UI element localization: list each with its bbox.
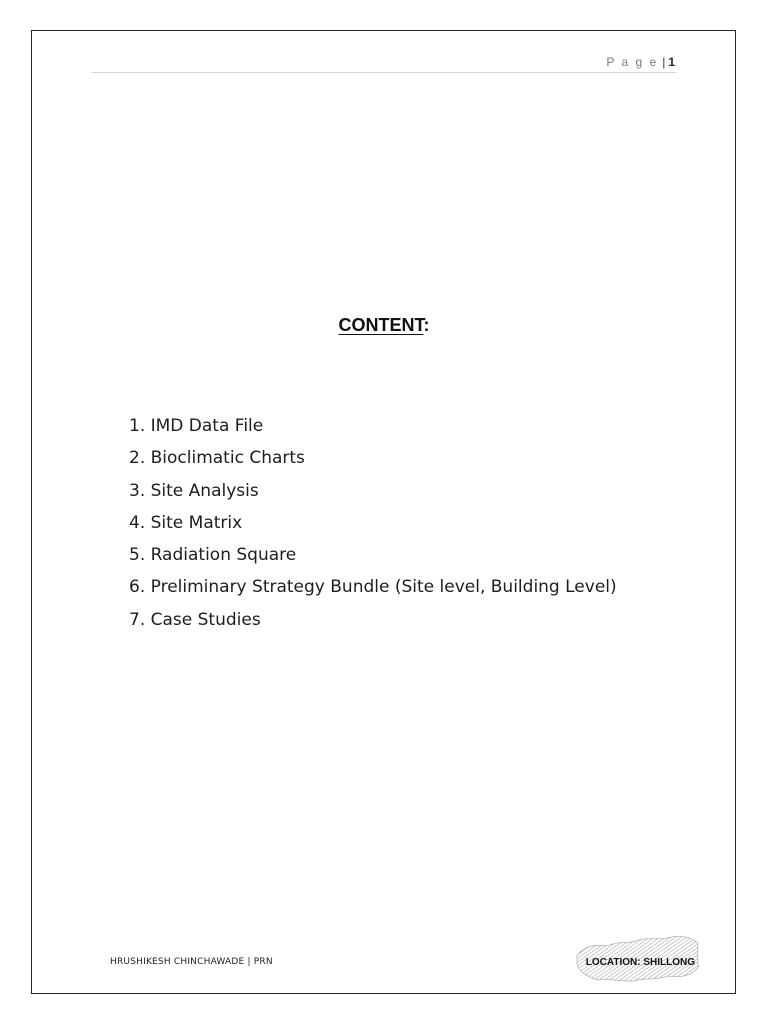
page-separator: | bbox=[662, 55, 668, 69]
contents-list bbox=[129, 414, 617, 640]
title-text: CONTENT bbox=[338, 315, 424, 335]
page-number-label bbox=[606, 55, 675, 69]
footer-author: HRUSHIKESH CHINCHAWADE | PRN bbox=[110, 957, 273, 967]
footer-location: LOCATION: SHILLONG bbox=[585, 957, 695, 968]
contents-item: 6. Preliminary Strategy Bundle (Site level, Building Level) bbox=[129, 577, 617, 598]
contents-item: 4. Site Matrix bbox=[129, 512, 243, 533]
contents-item: 3. Site Analysis bbox=[129, 480, 259, 501]
page-label: P a g e bbox=[606, 55, 659, 69]
contents-item: 2. Bioclimatic Charts bbox=[129, 448, 305, 469]
page-header bbox=[91, 54, 677, 73]
contents-item: 1. IMD Data File bbox=[129, 416, 264, 436]
contents-item: 5. Radiation Square bbox=[129, 545, 297, 566]
title-colon: : bbox=[423, 315, 430, 335]
page-title bbox=[0, 315, 768, 336]
page-number: 1 bbox=[668, 55, 675, 69]
contents-item: 7. Case Studies bbox=[129, 609, 261, 630]
